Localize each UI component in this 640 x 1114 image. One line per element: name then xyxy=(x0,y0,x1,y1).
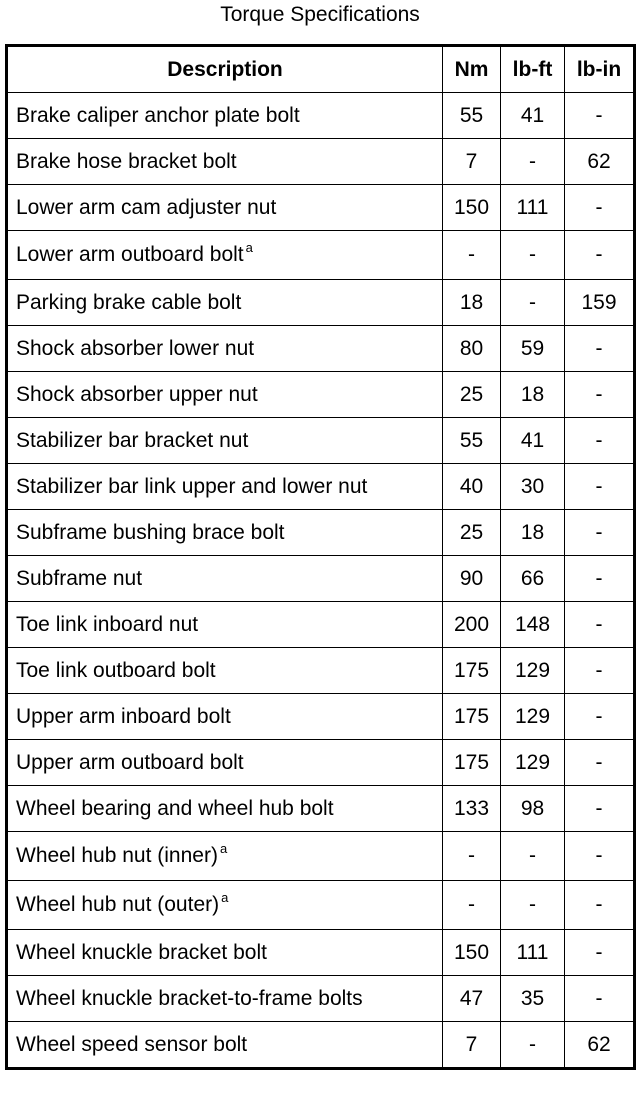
description-cell xyxy=(7,280,443,326)
description-text: Wheel hub nut (inner) xyxy=(16,844,218,867)
description-cell xyxy=(7,185,443,231)
lb-ft-cell: 111 xyxy=(501,930,565,976)
description-text: Brake hose bracket bolt xyxy=(16,149,237,173)
lb-ft-cell: 111 xyxy=(501,185,565,231)
lb-ft-cell: - xyxy=(501,231,565,280)
table-row xyxy=(7,326,635,372)
lb-ft-cell: - xyxy=(501,139,565,185)
nm-cell: - xyxy=(443,832,501,881)
lb-ft-cell: 30 xyxy=(501,464,565,510)
description-cell xyxy=(7,786,443,832)
description-text: Stabilizer bar bracket nut xyxy=(16,428,249,452)
lb-in-cell: - xyxy=(565,976,635,1022)
table-row xyxy=(7,648,635,694)
lb-in-cell: - xyxy=(565,648,635,694)
table-row xyxy=(7,976,635,1022)
description-cell xyxy=(7,930,443,976)
nm-cell: 200 xyxy=(443,602,501,648)
lb-in-cell: - xyxy=(565,832,635,881)
nm-cell: 18 xyxy=(443,280,501,326)
description-text: Upper arm inboard bolt xyxy=(16,704,231,728)
nm-cell: 47 xyxy=(443,976,501,1022)
nm-cell: 55 xyxy=(443,93,501,139)
nm-cell: 7 xyxy=(443,139,501,185)
description-cell xyxy=(7,464,443,510)
table-row xyxy=(7,418,635,464)
lb-ft-cell: 41 xyxy=(501,418,565,464)
torque-specifications-table xyxy=(5,44,636,1070)
lb-in-cell: - xyxy=(565,740,635,786)
footnote-marker: a xyxy=(245,240,253,255)
lb-ft-cell: 59 xyxy=(501,326,565,372)
nm-cell: 40 xyxy=(443,464,501,510)
description-text: Wheel speed sensor bolt xyxy=(16,1032,248,1056)
description-cell xyxy=(7,139,443,185)
nm-cell: 25 xyxy=(443,510,501,556)
nm-cell: 150 xyxy=(443,185,501,231)
description-cell xyxy=(7,556,443,602)
nm-cell: 80 xyxy=(443,326,501,372)
description-cell xyxy=(7,976,443,1022)
description-text: Toe link outboard bolt xyxy=(16,658,216,682)
lb-ft-cell: 35 xyxy=(501,976,565,1022)
header-lb-ft: lb-ft xyxy=(501,46,565,93)
table-row xyxy=(7,280,635,326)
description-text: Upper arm outboard bolt xyxy=(16,750,244,774)
nm-cell: 175 xyxy=(443,694,501,740)
lb-ft-cell: - xyxy=(501,881,565,930)
nm-cell: 90 xyxy=(443,556,501,602)
description-cell xyxy=(7,694,443,740)
footnote-marker: a xyxy=(219,841,228,856)
table-row xyxy=(7,139,635,185)
description-cell xyxy=(7,740,443,786)
lb-in-cell: - xyxy=(565,930,635,976)
lb-in-cell: - xyxy=(565,464,635,510)
description-text: Wheel hub nut (outer) xyxy=(16,893,220,916)
description-text: Toe link inboard nut xyxy=(16,612,199,636)
table-row xyxy=(7,930,635,976)
nm-cell: 175 xyxy=(443,740,501,786)
table-body xyxy=(7,93,635,1069)
table-caption: Torque Specifications xyxy=(220,3,420,26)
nm-cell: 150 xyxy=(443,930,501,976)
description-text: Stabilizer bar link upper and lower nut xyxy=(16,474,368,498)
lb-in-cell: - xyxy=(565,694,635,740)
nm-cell: 7 xyxy=(443,1022,501,1069)
description-text: Subframe bushing brace bolt xyxy=(16,520,285,544)
lb-in-cell: - xyxy=(565,93,635,139)
table-row xyxy=(7,464,635,510)
table-row xyxy=(7,694,635,740)
description-text: Lower arm outboard bolt xyxy=(16,243,244,266)
table-row xyxy=(7,231,635,280)
description-cell xyxy=(7,418,443,464)
footnote-marker: a xyxy=(221,890,229,905)
nm-cell: - xyxy=(443,231,501,280)
description-cell xyxy=(7,231,443,280)
lb-in-cell: - xyxy=(565,185,635,231)
description-text: Subframe nut xyxy=(16,566,143,590)
table-row xyxy=(7,93,635,139)
description-text: Lower arm cam adjuster nut xyxy=(16,195,277,219)
description-cell xyxy=(7,93,443,139)
description-cell xyxy=(7,372,443,418)
table-row xyxy=(7,602,635,648)
lb-ft-cell: 98 xyxy=(501,786,565,832)
lb-ft-cell: 66 xyxy=(501,556,565,602)
lb-in-cell: - xyxy=(565,418,635,464)
lb-in-cell: - xyxy=(565,231,635,280)
lb-ft-cell: 41 xyxy=(501,93,565,139)
lb-ft-cell: 148 xyxy=(501,602,565,648)
description-text: Wheel knuckle bracket bolt xyxy=(16,940,267,964)
lb-in-cell: - xyxy=(565,510,635,556)
lb-ft-cell: 129 xyxy=(501,694,565,740)
header-description: Description xyxy=(7,46,443,93)
header-nm: Nm xyxy=(443,46,501,93)
description-cell xyxy=(7,602,443,648)
lb-ft-cell: - xyxy=(501,832,565,881)
description-cell xyxy=(7,881,443,930)
table-row xyxy=(7,510,635,556)
lb-in-cell: - xyxy=(565,326,635,372)
description-cell xyxy=(7,648,443,694)
description-text: Wheel bearing and wheel hub bolt xyxy=(16,796,334,820)
lb-in-cell: 62 xyxy=(565,139,635,185)
description-cell xyxy=(7,510,443,556)
lb-in-cell: - xyxy=(565,372,635,418)
table-row xyxy=(7,185,635,231)
description-text: Shock absorber lower nut xyxy=(16,336,255,360)
table-row xyxy=(7,832,635,881)
lb-ft-cell: - xyxy=(501,280,565,326)
nm-cell: 133 xyxy=(443,786,501,832)
nm-cell: 25 xyxy=(443,372,501,418)
header-row xyxy=(7,46,635,93)
lb-ft-cell: 129 xyxy=(501,740,565,786)
table-row xyxy=(7,881,635,930)
lb-ft-cell: - xyxy=(501,1022,565,1069)
lb-in-cell: - xyxy=(565,881,635,930)
table-row xyxy=(7,556,635,602)
description-text: Wheel knuckle bracket-to-frame bolts xyxy=(16,986,363,1010)
lb-in-cell: - xyxy=(565,786,635,832)
table-row xyxy=(7,740,635,786)
lb-in-cell: 62 xyxy=(565,1022,635,1069)
description-cell xyxy=(7,326,443,372)
lb-in-cell: 159 xyxy=(565,280,635,326)
lb-ft-cell: 18 xyxy=(501,510,565,556)
lb-in-cell: - xyxy=(565,602,635,648)
lb-ft-cell: 18 xyxy=(501,372,565,418)
description-text: Brake caliper anchor plate bolt xyxy=(16,103,300,127)
table-row xyxy=(7,372,635,418)
nm-cell: 55 xyxy=(443,418,501,464)
description-text: Parking brake cable bolt xyxy=(16,290,242,314)
header-lb-in: lb-in xyxy=(565,46,635,93)
description-cell xyxy=(7,1022,443,1069)
lb-in-cell: - xyxy=(565,556,635,602)
lb-ft-cell: 129 xyxy=(501,648,565,694)
description-text: Shock absorber upper nut xyxy=(16,382,258,406)
nm-cell: 175 xyxy=(443,648,501,694)
nm-cell: - xyxy=(443,881,501,930)
table-row xyxy=(7,786,635,832)
description-cell xyxy=(7,832,443,881)
table-row xyxy=(7,1022,635,1069)
